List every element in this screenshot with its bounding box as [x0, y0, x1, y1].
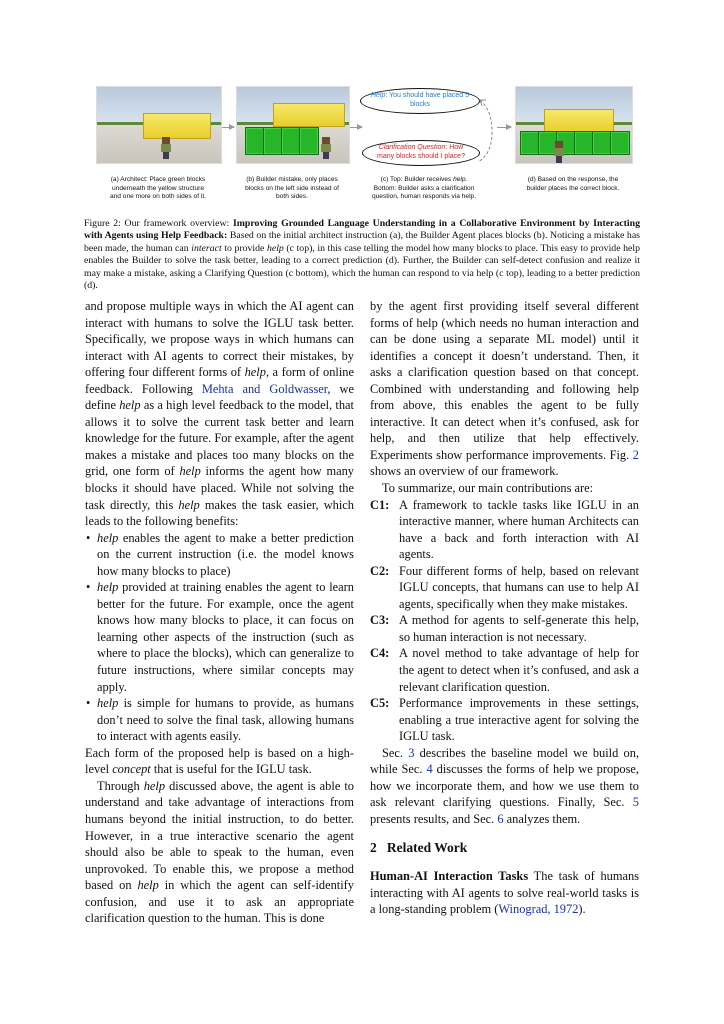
list-item: • help provided at training enables the agent to learn better for the future. For example, once the agent knows how many blocks to place, it can focus on learning other aspects of the instruction (such as where to place the blocks), which can generalize to future instructions, where similar concepts may apply.: [85, 579, 354, 695]
green-block: [574, 131, 594, 155]
contributions-list: [370, 497, 639, 745]
green-block: [245, 127, 265, 155]
section-ref-link[interactable]: 3: [408, 745, 415, 760]
contribution-item: C1: A framework to tackle tasks like IGLU in an interactive manner, where human Architects can have a back and forth interaction with AI agents.: [370, 497, 639, 562]
contribution-item: C5: Performance improvements in these settings, enabling a true interactive agent for solving the IGLU task.: [370, 696, 639, 744]
citation-link[interactable]: Mehta and Goldwasser: [201, 381, 328, 396]
panel-b-image: [236, 86, 350, 164]
contribution-item: C2: Four different forms of help, based on relevant IGLU concepts, that humans can use to help AI agents, specifically when they make mistakes.: [370, 563, 639, 611]
green-block: [281, 127, 301, 155]
architect-avatar: [554, 141, 564, 163]
right-column: [370, 298, 639, 918]
paragraph: Each form of the proposed help is based on a high-level concept that is useful for the IGLU task.: [85, 745, 354, 777]
section-heading: 2 Related Work: [370, 839, 468, 855]
green-block: [610, 131, 630, 155]
arrow-c-d: [497, 127, 511, 128]
green-block: [592, 131, 612, 155]
subcaption-a: (a) Architect: Place green blocks underneath the yellow structure and one more on both sides of it.: [109, 176, 207, 201]
paragraph: To summarize, our main contributions are:: [382, 481, 594, 496]
architect-avatar: [161, 137, 171, 159]
figure-ref-link[interactable]: 2: [632, 447, 639, 462]
clarification-question-bubble: Clarification Question: How many blocks should I place?: [362, 140, 480, 166]
arrow-b-c: [350, 127, 362, 128]
green-block: [299, 127, 319, 155]
contribution-item: C4: A novel method to take advantage of help for the agent to detect when it’s confused, and ask a relevant clarification question.: [370, 646, 639, 694]
paragraph: Through help discussed above, the agent is able to understand and take advantage of interactions from humans beyond the initial instruction, to do better. However, in a true interactive scenario the agent should also be able to speak to the human, even unprovoked. To enable this, we propose a method based on help in which the agent can self-identify confusion, and use it to ask an appropriate clarification question to the human. This is done: [85, 778, 354, 926]
section-ref-link[interactable]: 5: [632, 795, 639, 810]
subcaption-d: (d) Based on the response, the builder places the correct block.: [526, 176, 620, 192]
green-block: [263, 127, 283, 155]
panel-d-image: [515, 86, 633, 164]
figure-caption: Figure 2: Our framework overview: Improving Grounded Language Understanding in a Collaborative Environment by Interacting with Agents using Help Feedback: Based on the initial architect instruction (a), the Builder Agent places blocks (b). Noticing a mistake has been made, the human can interact to provide help (c top), in this case telling the model how many blocks to place. This easy to provide help enables the Builder to solve the task better, leading to a correct prediction (d). Further, the Builder can self-detect confusion and realize it may make a mistake, asking a Clarifying Question (c bottom), which the human can respond to via help (c top), leading to a better prediction (d).: [84, 218, 640, 292]
yellow-structure: [143, 113, 211, 139]
subcaption-b: (b) Builder mistake, only places blocks on the left side instead of both sides.: [245, 176, 339, 201]
green-block: [520, 131, 540, 155]
yellow-structure: [273, 103, 345, 127]
arrow-a-b: [222, 127, 234, 128]
panel-a-image: [96, 86, 222, 164]
section-ref-link[interactable]: 6: [497, 811, 504, 826]
left-column: [85, 298, 354, 927]
subcaption-c: (c) Top: Builder receives help. Bottom: Builder asks a clarification question, human responds via help.: [371, 176, 477, 201]
section-ref-link[interactable]: 4: [426, 762, 433, 777]
list-item: • help is simple for humans to provide, as humans don’t need to solve the final task, allowing humans to interact with agents easily.: [85, 695, 354, 745]
yellow-structure: [544, 109, 614, 133]
paragraph: Sec. 3 describes the baseline model we build on, while Sec. 4 discusses the forms of help we propose, how we incorporate them, and how we use them to ask relevant clarifying questions. Finally, Sec. 5 presents results, and Sec. 6 analyzes them.: [370, 745, 639, 826]
dashed-arrows-icon: [468, 92, 508, 168]
paragraph: Human-AI Interaction Tasks The task of humans interacting with AI agents to solve real-world tasks is a long-standing problem (Winograd, 1972).: [370, 869, 639, 917]
list-item: • help enables the agent to make a better prediction on the current instruction (i.e. the model knows how many blocks to place): [85, 530, 354, 580]
paragraph: and propose multiple ways in which the AI agent can interact with humans to solve the IGLU task better. Specifically, we propose ways in which humans can interact with AI agents to correct their mistakes, by offering four different forms of help, a form of online feedback. Following Mehta and Goldwasser, we define help as a high level feedback to the model, that allows it to solve the current task better and learn knowledge for the future. For example, after the agent makes a mistake and places too many blocks on the grid, one form of help informs the agent how many blocks it should have placed. While not solving the task directly, this help makes the task easier, which leads to the following benefits:: [85, 299, 355, 529]
citation-link[interactable]: Winograd, 1972: [498, 902, 579, 917]
architect-avatar: [321, 137, 331, 159]
contribution-item: C3: A method for agents to self-generate this help, so human interaction is not necessary.: [370, 613, 639, 644]
paragraph: by the agent first providing itself several different forms of help (which needs no human interaction and can be done using a separate ML model) until it identifies a concept it doesn’t understand. Then, it asks a clarification question based on that concept. Combined with understanding and following help from above, this enables the agent to be fully interactive. It can detect when it’s confused, ask for help, and then utilize that help effectively. Experiments show performance improvements. Fig. 2 shows an overview of our framework.: [370, 299, 639, 479]
benefits-list: [85, 530, 354, 745]
help-bubble: Help: You should have placed 5 blocks: [360, 88, 480, 114]
